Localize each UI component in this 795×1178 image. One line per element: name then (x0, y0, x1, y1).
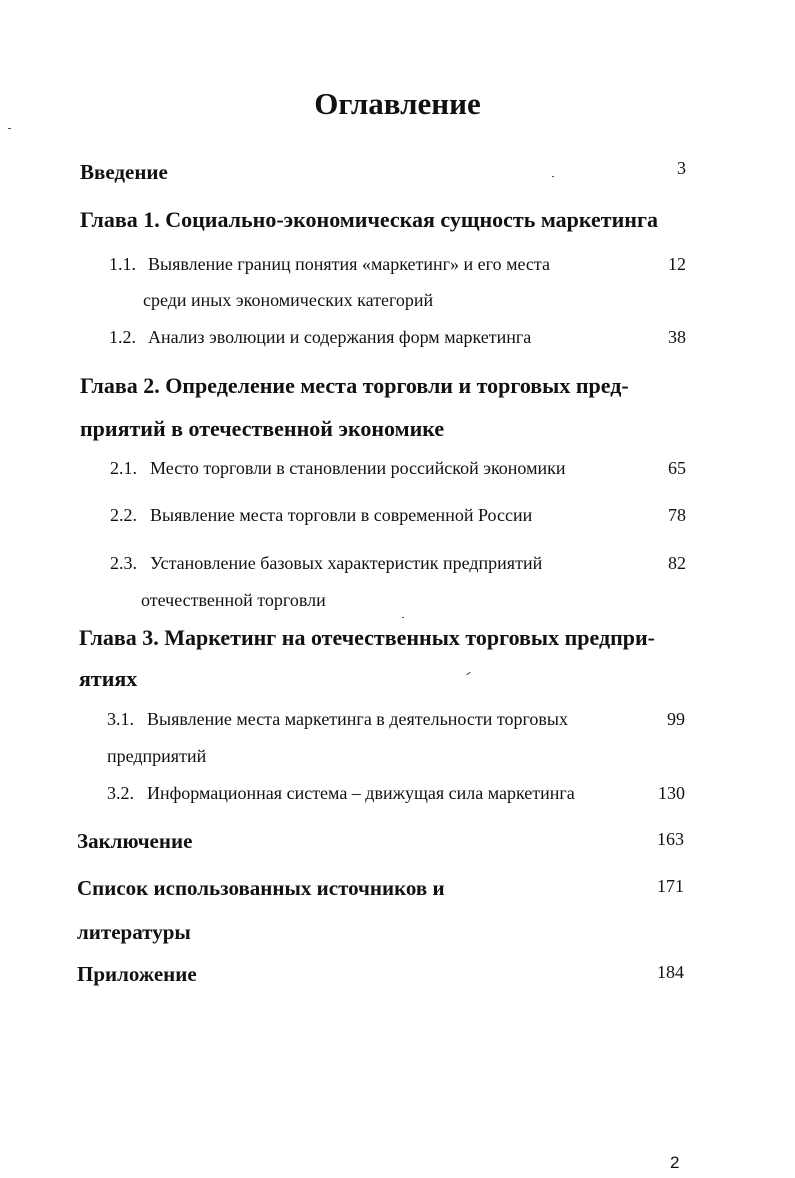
toc-3-1-page: 99 (667, 709, 685, 729)
page-title: Оглавление (314, 86, 481, 121)
toc-2-3-line1: Установление базовых характеристик предприятий (150, 553, 543, 573)
toc-appendix-page: 184 (657, 962, 684, 982)
scan-speck (466, 672, 471, 676)
toc-3-1-number: 3.1. (107, 709, 134, 729)
toc-1-2-line1: Анализ эволюции и содержания форм маркетинга (148, 327, 532, 347)
toc-appendix-label: Приложение (77, 962, 197, 986)
toc-chapter1-title: Глава 1. Социально-экономическая сущность маркетинга (80, 207, 658, 232)
toc-chapter3-title-line2: ятиях (79, 666, 138, 691)
toc-3-2-page: 130 (658, 783, 685, 803)
toc-1-1-number: 1.1. (109, 254, 136, 274)
toc-2-1-number: 2.1. (110, 458, 137, 478)
toc-1-1-line1: Выявление границ понятия «маркетинг» и его места (148, 254, 550, 274)
toc-intro-label: Введение (80, 160, 168, 184)
toc-sources-line2: литературы (77, 920, 191, 944)
toc-intro-page: 3 (677, 158, 686, 178)
toc-1-1-page: 12 (668, 254, 686, 274)
toc-2-1-page: 65 (668, 458, 686, 478)
toc-1-1-line2: среди иных экономических категорий (143, 290, 434, 310)
toc-3-2-number: 3.2. (107, 783, 134, 803)
toc-conclusion-label: Заключение (77, 829, 193, 853)
toc-conclusion-page: 163 (657, 829, 684, 849)
toc-2-3-line2: отечественной торговли (141, 590, 326, 610)
toc-2-2-number: 2.2. (110, 505, 137, 525)
scan-speck (8, 128, 11, 129)
toc-chapter2-title-line2: приятий в отечественной экономике (80, 416, 445, 441)
toc-1-2-number: 1.2. (109, 327, 136, 347)
toc-3-1-line2: предприятий (107, 746, 207, 766)
toc-2-3-number: 2.3. (110, 553, 137, 573)
page-number: 2 (670, 1153, 680, 1172)
toc-3-2-line1: Информационная система – движущая сила маркетинга (147, 783, 575, 803)
toc-2-3-page: 82 (668, 553, 686, 573)
toc-2-2-page: 78 (668, 505, 686, 525)
toc-1-2-page: 38 (668, 327, 686, 347)
toc-chapter2-title-line1: Глава 2. Определение места торговли и торговых пред- (80, 373, 629, 398)
toc-2-2-line1: Выявление места торговли в современной России (150, 505, 533, 525)
toc-chapter3-title-line1: Глава 3. Маркетинг на отечественных торговых предпри- (79, 625, 656, 650)
scan-speck (552, 176, 554, 177)
toc-3-1-line1: Выявление места маркетинга в деятельности торговых (147, 709, 569, 729)
toc-sources-page: 171 (657, 876, 684, 896)
scan-speck (402, 617, 404, 618)
toc-sources-line1: Список использованных источников и (77, 876, 445, 900)
toc-2-1-line1: Место торговли в становлении российской экономики (150, 458, 566, 478)
